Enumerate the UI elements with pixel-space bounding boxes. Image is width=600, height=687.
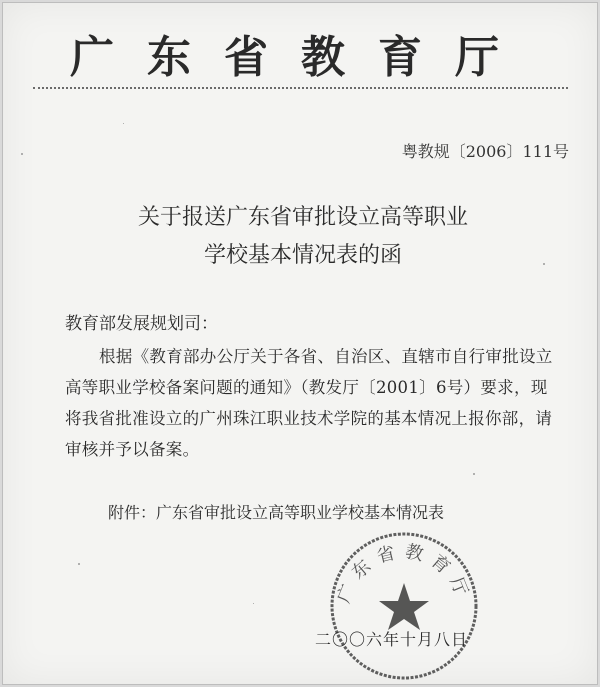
document-number: 粤教规〔2006〕111号	[401, 142, 569, 161]
attachment-line: 附件：广东省审批设立高等职业学校基本情况表	[108, 503, 445, 522]
official-seal	[319, 521, 489, 685]
scan-speck	[473, 473, 475, 475]
body-paragraph: 根据《教育部办公厅关于各省、自治区、直辖市自行审批设立高等职业学校备案问题的通知》（教发厅〔2001〕6号）要求，现将我省批准设立的广州珠江职业技术学院的基本情况上报你部，请审核并予以备案。	[65, 347, 553, 459]
scan-speck	[78, 563, 80, 565]
issue-date: 二〇〇六年十月八日	[315, 630, 469, 649]
star-icon	[379, 583, 429, 630]
title-line-2: 学校基本情况表的函	[203, 243, 402, 268]
title-line-1: 关于报送广东省审批设立高等职业	[137, 205, 468, 230]
scan-speck	[253, 603, 254, 604]
document-page	[2, 2, 598, 685]
document-title	[83, 199, 523, 275]
letterhead-title: 广东省教育厅	[70, 32, 532, 83]
scan-speck	[123, 123, 124, 124]
scan-speck	[21, 153, 23, 155]
scan-speck	[543, 263, 545, 265]
letterhead-divider	[33, 87, 568, 89]
seal-text: 广东省教育厅	[333, 540, 475, 607]
salutation: 教育部发展规划司：	[65, 314, 218, 334]
